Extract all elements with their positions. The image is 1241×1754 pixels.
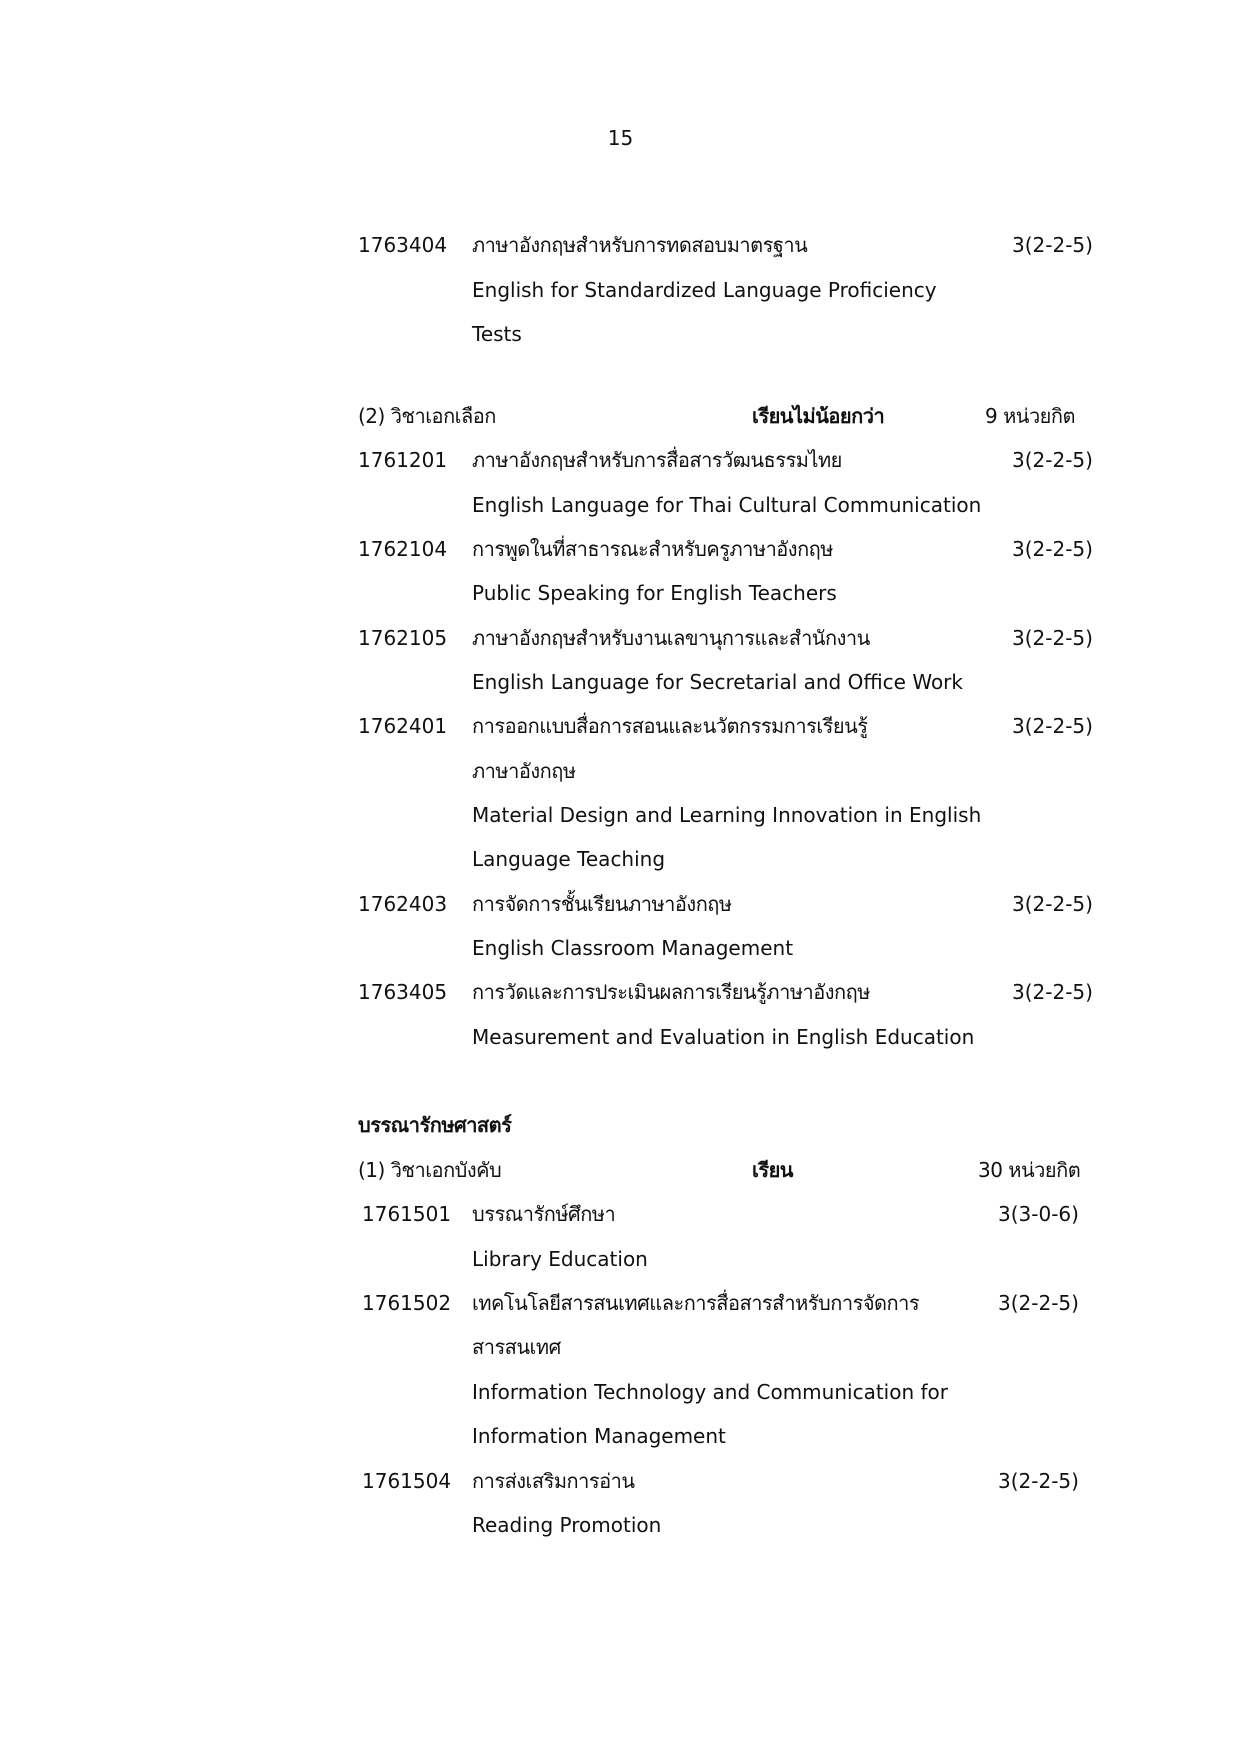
course-title-english: Public Speaking for English Teachers <box>472 581 837 605</box>
course-title-english: English Language for Secretarial and Office Work <box>472 670 963 694</box>
group-requirement: เรียน <box>752 1158 793 1182</box>
course-title-thai: สารสนเทศ <box>472 1335 561 1359</box>
course-title-thai: การออกแบบสื่อการสอนและนวัตกรรมการเรียนรู้ <box>472 714 868 738</box>
page-number: 15 <box>607 126 634 150</box>
group-requirement: เรียนไม่น้อยกว่า <box>752 404 885 428</box>
course-title-english: Language Teaching <box>472 847 666 871</box>
course-title-thai: การส่งเสริมการอ่าน <box>472 1469 635 1493</box>
course-code: 1762105 <box>358 626 448 650</box>
group-label: (2) วิชาเอกเลือก <box>358 404 496 428</box>
course-title-english: Information Technology and Communication for <box>472 1380 948 1404</box>
course-code: 1761501 <box>362 1202 452 1226</box>
course-title-english: English Language for Thai Cultural Communication <box>472 493 982 517</box>
course-title-thai: การวัดและการประเมินผลการเรียนรู้ภาษาอังกฤษ <box>472 980 870 1004</box>
course-title-thai: บรรณารักษ์ศึกษา <box>472 1202 616 1226</box>
course-title-english: English Classroom Management <box>472 936 794 960</box>
course-credits: 3(2-2-5) <box>1012 980 1093 1004</box>
course-credits: 3(2-2-5) <box>1012 892 1093 916</box>
group-total-credits: 9 หน่วยกิต <box>985 404 1075 428</box>
course-code: 1762401 <box>358 714 448 738</box>
course-title-thai: เทคโนโลยีสารสนเทศและการสื่อสารสำหรับการจัดการ <box>472 1291 920 1315</box>
group-label: (1) วิชาเอกบังคับ <box>358 1158 502 1182</box>
course-title-english: Information Management <box>472 1424 726 1448</box>
course-credits: 3(2-2-5) <box>998 1469 1079 1493</box>
course-code: 1761502 <box>362 1291 452 1315</box>
course-credits: 3(2-2-5) <box>1012 714 1093 738</box>
course-title-thai: ภาษาอังกฤษสำหรับการทดสอบมาตรฐาน <box>472 233 808 257</box>
course-credits: 3(2-2-5) <box>1012 626 1093 650</box>
group-total-credits: 30 หน่วยกิต <box>978 1158 1081 1182</box>
course-title-english: Measurement and Evaluation in English Education <box>472 1025 975 1049</box>
course-title-thai: ภาษาอังกฤษสำหรับการสื่อสารวัฒนธรรมไทย <box>472 448 842 472</box>
course-title-english: Library Education <box>472 1247 648 1271</box>
course-title-thai: ภาษาอังกฤษสำหรับงานเลขานุการและสำนักงาน <box>472 626 870 650</box>
course-code: 1761201 <box>358 448 448 472</box>
course-code: 1761504 <box>362 1469 452 1493</box>
course-credits: 3(3-0-6) <box>998 1202 1079 1226</box>
course-code: 1762403 <box>358 892 448 916</box>
course-title-english: Tests <box>472 322 522 346</box>
course-title-thai: ภาษาอังกฤษ <box>472 759 576 783</box>
course-code: 1763405 <box>358 980 448 1004</box>
course-credits: 3(2-2-5) <box>1012 537 1093 561</box>
course-title-thai: การจัดการชั้นเรียนภาษาอังกฤษ <box>472 892 732 916</box>
course-credits: 3(2-2-5) <box>1012 233 1093 257</box>
course-credits: 3(2-2-5) <box>998 1291 1079 1315</box>
course-code: 1762104 <box>358 537 448 561</box>
course-title-english: Material Design and Learning Innovation in English <box>472 803 982 827</box>
course-title-english: Reading Promotion <box>472 1513 662 1537</box>
course-credits: 3(2-2-5) <box>1012 448 1093 472</box>
section-heading: บรรณารักษศาสตร์ <box>358 1113 512 1137</box>
course-title-english: English for Standardized Language Proficiency <box>472 278 937 302</box>
course-code: 1763404 <box>358 233 448 257</box>
course-title-thai: การพูดในที่สาธารณะสำหรับครูภาษาอังกฤษ <box>472 537 833 561</box>
